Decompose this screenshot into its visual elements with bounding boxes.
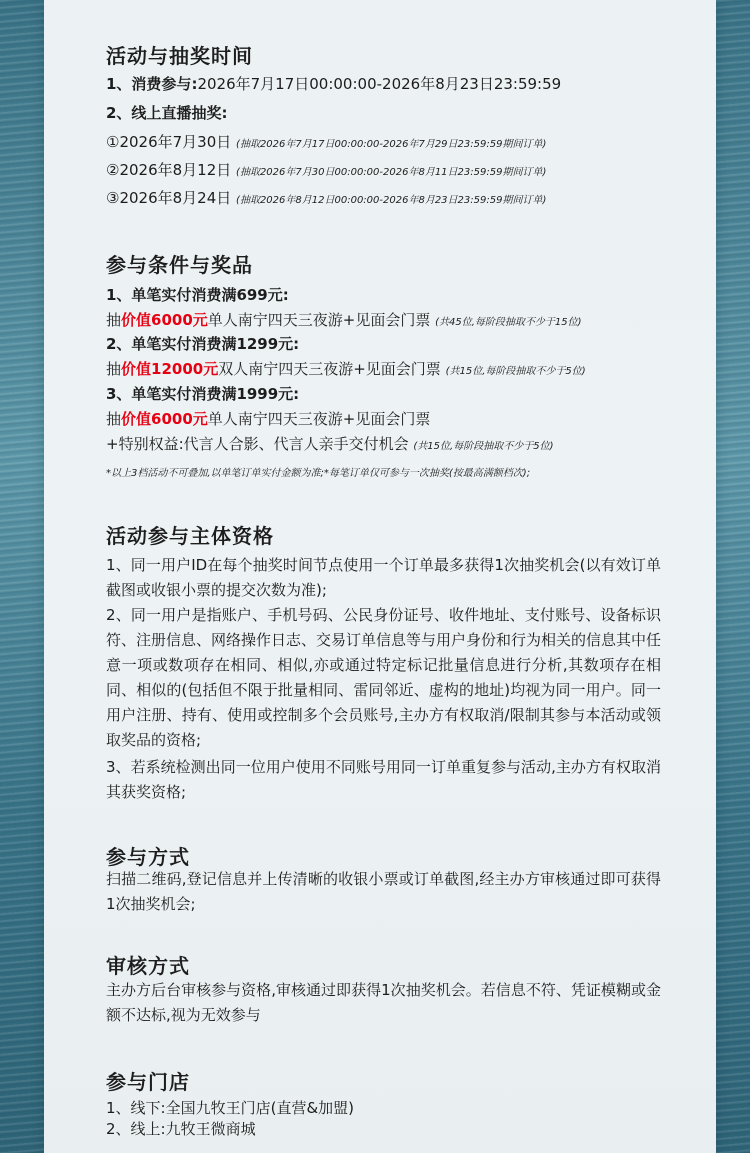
tier-2-condition: 2、单笔实付消费满1299元: <box>106 335 300 353</box>
section-title-time: 活动与抽奖时间 <box>106 44 253 68</box>
ocean-border-right <box>716 0 750 1153</box>
eligibility-rule-2: 2、同一用户是指账户、手机号码、公民身份证号、收件地址、支付账号、设备标识符、注册信息、网络操作日志、交易订单信息等与用户身份和行为相关的信息其中任意一项或数项存在相同、相似,亦或通过特定标记批量信息进行分析,其数项存在相同、相似的(包括但不限于批量相同、雷同邻近、虚构的地址)均视为同一用户。同一用户注册、持有、使用或控制多个会员账号,主办方有权取消/限制其参与本活动或领取奖品的资格; <box>106 606 662 749</box>
draw-date-2: ②2026年8月12日 (抽取2026年7月30日00:00:00-2026年8月11日23:59:59期间订单) <box>106 161 547 179</box>
tier-3-prize: 抽价值6000元单人南宁四天三夜游+见面会门票 <box>106 410 431 428</box>
store-online: 2、线上:九牧王微商城 <box>106 1120 256 1138</box>
draw-date-3: ③2026年8月24日 (抽取2026年8月12日00:00:00-2026年8月23日23:59:59期间订单) <box>106 189 547 207</box>
tier-1-prize: 抽价值6000元单人南宁四天三夜游+见面会门票 (共45位,每阶段抽取不少于15位) <box>106 311 582 329</box>
prize-value-badge: 价值12000元 <box>121 360 219 378</box>
prize-value-badge: 价值6000元 <box>121 410 208 428</box>
prize-value-badge: 价值6000元 <box>121 311 208 329</box>
time-consume-line: 1、消费参与:2026年7月17日00:00:00-2026年8月23日23:59:59 <box>106 75 562 93</box>
store-offline: 1、线下:全国九牧王门店(直营&加盟) <box>106 1099 354 1117</box>
tier-3-condition: 3、单笔实付消费满1999元: <box>106 385 300 403</box>
eligibility-rule-1: 1、同一用户ID在每个抽奖时间节点使用一个订单最多获得1次抽奖机会(以有效订单截图或收银小票的提交次数为准); <box>106 556 661 599</box>
tier-3-special: +特别权益:代言人合影、代言人亲手交付机会 (共15位,每阶段抽取不少于5位) <box>106 435 554 453</box>
draw-date-1: ①2026年7月30日 (抽取2026年7月17日00:00:00-2026年7月29日23:59:59期间订单) <box>106 133 547 151</box>
section-title-prizes: 参与条件与奖品 <box>106 253 253 277</box>
section-title-eligibility: 活动参与主体资格 <box>106 524 274 548</box>
prize-note: *以上3档活动不可叠加,以单笔订单实付金额为准;*每笔订单仅可参与一次抽奖(按最高满额档次); <box>106 468 531 479</box>
method-text: 扫描二维码,登记信息并上传清晰的收银小票或订单截图,经主办方审核通过即可获得1次抽奖机会; <box>106 870 661 913</box>
ocean-border-left <box>0 0 44 1153</box>
section-title-method: 参与方式 <box>106 845 190 869</box>
tier-1-condition: 1、单笔实付消费满699元: <box>106 286 289 304</box>
eligibility-rule-3: 3、若系统检测出同一位用户使用不同账号用同一订单重复参与活动,主办方有权取消其获奖资格; <box>106 758 661 801</box>
review-text: 主办方后台审核参与资格,审核通过即获得1次抽奖机会。若信息不符、凭证模糊或金额不达标,视为无效参与 <box>106 981 661 1024</box>
time-live-label: 2、线上直播抽奖: <box>106 104 228 122</box>
section-title-stores: 参与门店 <box>106 1070 190 1094</box>
section-title-review: 审核方式 <box>106 954 190 978</box>
rules-panel <box>44 0 716 1153</box>
tier-2-prize: 抽价值12000元双人南宁四天三夜游+见面会门票 (共15位,每阶段抽取不少于5位) <box>106 360 586 378</box>
